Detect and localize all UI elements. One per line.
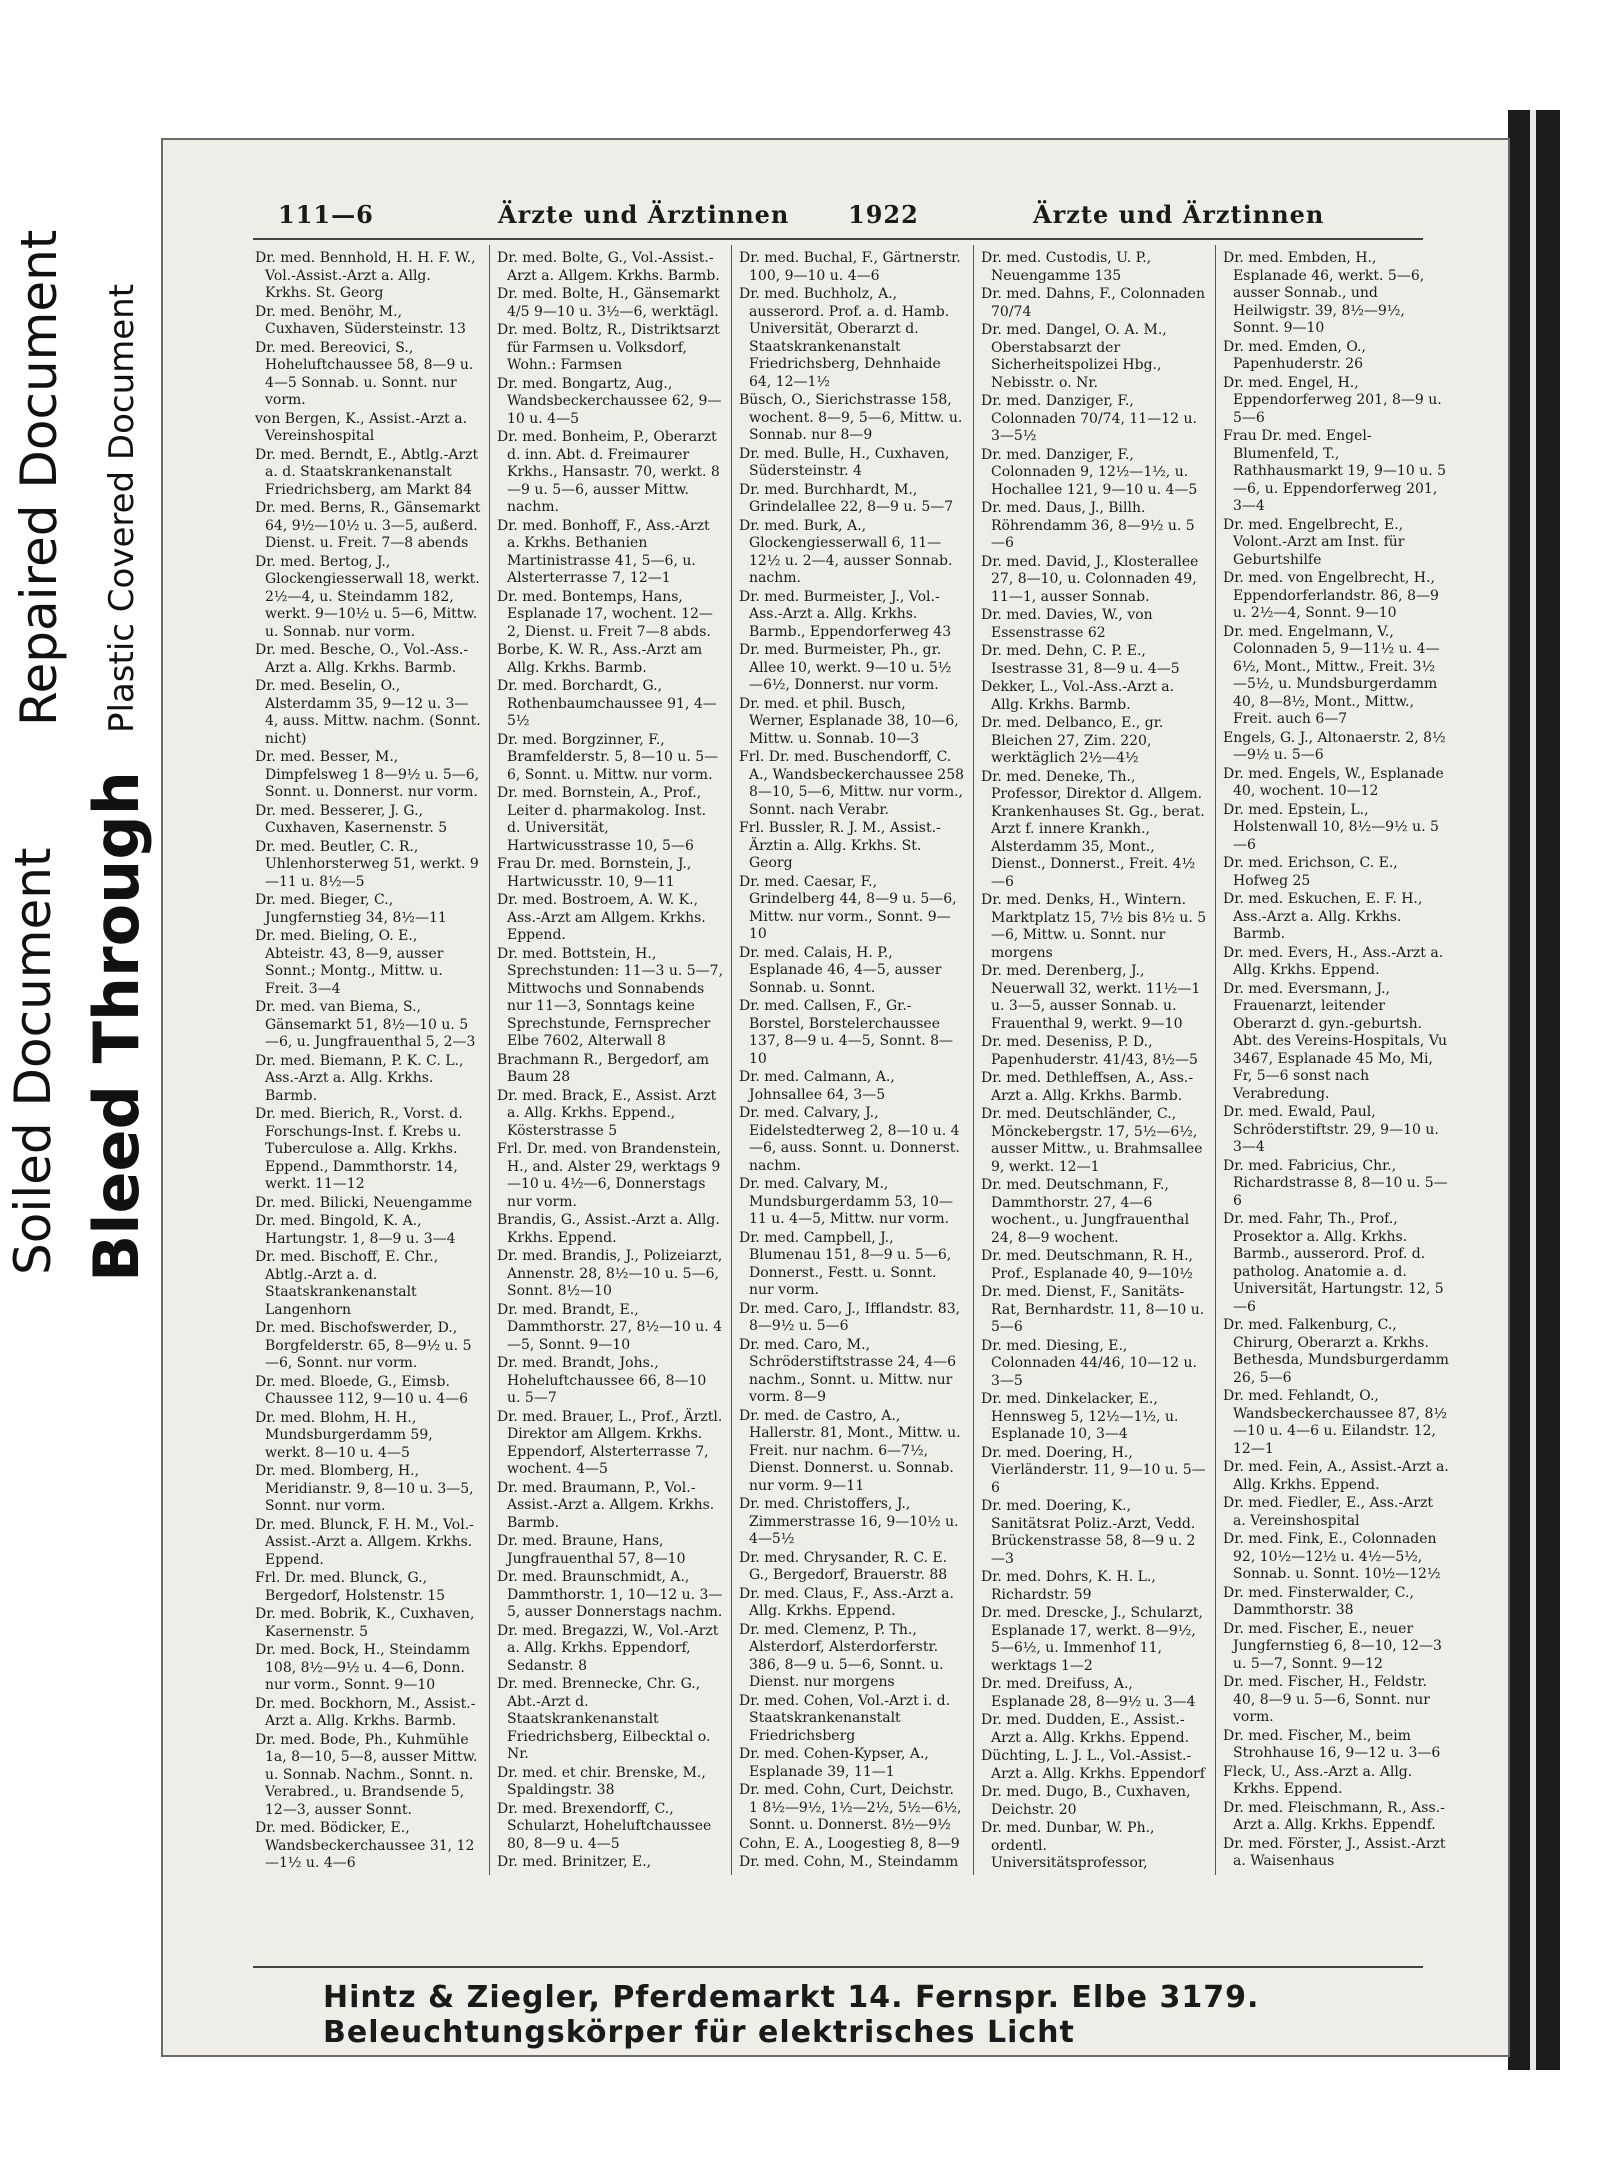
directory-entry: Dr. med. Calvary, M., Mundsburgerdamm 53, 10—11 u. 4—5, Mittw. nur vorm. (739, 1176, 953, 1227)
directory-entry: Dr. med. Erichson, C. E., Hofweg 25 (1223, 855, 1398, 889)
directory-entry: Dr. med. Diesing, E., Colonnaden 44/46, 10—12 u. 3—5 (981, 1337, 1197, 1389)
directory-entry: Dr. med. Besche, O., Vol.-Ass.-Arzt a. Allg. Krkhs. Barmb. (255, 642, 469, 676)
directory-entry: Dr. med. Bertog, J., Glockengiesserwall 18, werkt. 2½—4, u. Steindamm 182, werkt. 9—10½ u. 5—6, Mittw. u. Sonnab. nur vorm. (255, 553, 480, 640)
directory-entry: Düchting, L. J. L., Vol.-Assist.-Arzt a. Allg. Krkhs. Eppendorf (981, 1748, 1205, 1782)
directory-entry: Frl. Bussler, R. J. M., Assist.-Ärztin a. Allg. Krkhs. St. Georg (739, 820, 941, 871)
directory-entry: Dr. med. Cohen-Kypser, A., Esplanade 39, 11—1 (739, 1746, 929, 1780)
directory-entry: Dr. med. Delbanco, E., gr. Bleichen 27, Zim. 220, werktäglich 2½—4½ (981, 715, 1164, 766)
directory-entry: Dekker, L., Vol.-Ass.-Arzt a. Allg. Krkhs. Barmb. (981, 679, 1175, 713)
directory-entry: Dr. med. Dreifuss, A., Esplanade 28, 8—9½ u. 3—4 (981, 1676, 1196, 1710)
directory-column-5 (1223, 250, 1449, 1870)
directory-entry: Dr. med. Förster, J., Assist.-Arzt a. Waisenhaus (1223, 1835, 1446, 1869)
directory-entry: Dr. med. Danziger, F., Colonnaden 70/74, 11—12 u. 3—5½ (981, 393, 1197, 444)
directory-entry: Dr. med. Denks, H., Wintern. Marktplatz 15, 7½ bis 8½ u. 5—6, Mittw. u. Sonnt. nur morgens (981, 892, 1207, 961)
directory-entry: Dr. med. Bolte, G., Vol.-Assist.-Arzt a. Allgem. Krkhs. Barmb. (497, 250, 720, 284)
directory-entry: Dr. med. Borchardt, G., Rothenbaumchaussee 91, 4—5½ (497, 678, 717, 729)
directory-entry: Dr. med. Berеovicі, S., Hoheluftchaussee 58, 8—9 u. 4—5 Sonnab. u. Sonnt. nur vorm. (255, 339, 474, 408)
directory-entry: Dr. med. Campbell, J., Blumenau 151, 8—9 u. 5—6, Donnerst., Festt. u. Sonnt. nur vorm. (739, 1229, 952, 1298)
directory-entry: Dr. med. Brinitzer, E., (497, 1854, 652, 1870)
directory-entry: Dr. med. Dehn, C. P. E., Isestrasse 31, 8—9 u. 4—5 (981, 643, 1180, 677)
directory-entry: Dr. med. Braune, Hans, Jungfrauenthal 57, 8—10 (497, 1533, 686, 1567)
directory-entry: Dr. med. Fein, A., Assist.-Arzt a. Allg. Krkhs. Eppend. (1223, 1459, 1449, 1493)
directory-entry: Dr. med. Fiedler, E., Ass.-Arzt a. Vereinshospital (1223, 1495, 1433, 1529)
header-title-right: Ärzte und Ärztinnen (1033, 200, 1325, 229)
directory-entry: Dr. med. Beutler, C. R., Uhlenhorsterweg 51, werkt. 9—11 u. 8½—5 (255, 838, 479, 890)
directory-entry: Dr. med. Doering, H., Vierländerstr. 11, 9—10 u. 5—6 (981, 1444, 1206, 1496)
directory-entry: Dr. med. Calais, H. P., Esplanade 46, 4—5, ausser Sonnab. u. Sonnt. (739, 944, 942, 996)
directory-entry: Dr. med. Brack, E., Assist. Arzt a. Allg. Krkhs. Eppend., Kösterstrasse 5 (497, 1087, 717, 1139)
directory-entry: Dr. med. Engels, W., Esplanade 40, wochent. 10—12 (1223, 765, 1444, 799)
directory-entry: Dr. med. Bolte, H., Gänsemarkt 4/5 9—10 u. 3½—6, werktägl. (497, 286, 720, 320)
directory-entry: Dr. med. Caro, M., Schröderstiftstrasse 24, 4—6 nachm., Sonnt. u. Mittw. nur vorm. 8—9 (739, 1336, 957, 1405)
directory-entry: Dr. med. Emden, O., Papenhuderstr. 26 (1223, 338, 1366, 372)
directory-entry: Dr. med. Brandis, J., Polizeiarzt, Annenstr. 28, 8½—10 u. 5—6, Sonnt. 8½—10 (497, 1248, 723, 1299)
directory-entry: Brandis, G., Assist.-Arzt a. Allg. Krkhs. Eppend. (497, 1212, 720, 1246)
directory-entry: Dr. med. Berndt, E., Abtlg.-Arzt a. d. Staatskrankenanstalt Friedrichsberg, am Markt 84 (255, 446, 479, 498)
directory-entry: Dr. med. Cohn, M., Steindamm (739, 1854, 959, 1870)
column-divider (973, 245, 974, 1875)
directory-column-4 (981, 250, 1207, 1870)
directory-entry: Frau Dr. med. Engel-Blumenfeld, T., Rathhausmarkt 19, 9—10 u. 5—6, u. Eppendorferweg 201, 3—4 (1223, 428, 1447, 514)
directory-entry: Borbe, K. W. R., Ass.-Arzt am Allg. Krkhs. Barmb. (497, 642, 703, 676)
directory-entry: Dr. med. Bostroem, A. W. K., Ass.-Arzt am Allgem. Krkhs. Eppend. (497, 892, 706, 943)
directory-entry: Dr. med. Calmann, A., Johnsallee 64, 3—5 (739, 1069, 895, 1103)
directory-entry: Dr. med. Bode, Ph., Kuhmühle 1a, 8—10, 5—8, ausser Mittw. u. Sonnab. Nachm., Sonnt. n. Verabred., u. Brandsende 5, 12—3, ausser Sonnt. (255, 1731, 478, 1818)
directory-entry: Dr. med. Buchholz, A., ausserord. Prof. a. d. Hamb. Universität, Oberarzt d. Staatskrankenanstalt Friedrichsberg, Dehnhaide 64, 12—1½ (739, 286, 950, 390)
column-divider (1215, 245, 1216, 1875)
column-divider (489, 245, 490, 1875)
directory-entry: Dr. med. Fahr, Th., Prof., Prosektor a. Allg. Krkhs. Barmb., ausserord. Prof. d. patholog. Anatomie a. d. Universität, Hartungstr. 12, 5—6 (1223, 1211, 1444, 1315)
directory-entry: Dr. med. Blohm, H. H., Mundsburgerdamm 59, werkt. 8—10 u. 4—5 (255, 1409, 433, 1461)
side-label-plastic: Plastic Covered Document (102, 283, 142, 733)
directory-entry: Dr. med. Fehlandt, O., Wandsbeckerchaussee 87, 8½—10 u. 4—6 u. Eilandstr. 12, 12—1 (1223, 1388, 1448, 1457)
directory-entry: Dr. med. Bloede, G., Eimsb. Chaussee 112, 9—10 u. 4—6 (255, 1373, 469, 1407)
directory-entry: Dr. med. Braumann, P., Vol.-Assist.-Arzt a. Allgem. Krkhs. Barmb. (497, 1479, 715, 1531)
directory-entry: Frl. Dr. med. Blunck, G., Bergedorf, Holstenstr. 15 (255, 1570, 446, 1604)
directory-entry: Dr. med. Blunck, F. H. M., Vol.-Assist.-Arzt a. Allgem. Krkhs. Eppend. (255, 1516, 474, 1568)
directory-entry: Dr. med. Bennhold, H. H. F. W., Vol.-Assist.-Arzt a. Allg. Krkhs. St. Georg (255, 250, 476, 301)
directory-entry: Dr. med. Deutschmann, F., Dammthorstr. 27, 4—6 wochent., u. Jungfrauenthal 24, 8—9 wochent. (981, 1177, 1190, 1246)
directory-entry: Dr. med. Bongartz, Aug., Wandsbeckerchaussee 62, 9—10 u. 4—5 (497, 375, 722, 427)
directory-entry: Dr. med. Bulle, H., Cuxhaven, Süderstеinstr. 4 (739, 445, 950, 479)
side-label-soiled: Soiled Document (4, 847, 62, 1275)
directory-entry: Dr. med. Embden, H., Esplanade 46, werkt. 5—6, ausser Sonnab., und Heilwigstr. 39, 8½—9½, Sonnt. 9—10 (1223, 250, 1425, 336)
directory-entry: Dr. med. Caesar, F., Grindelberg 44, 8—9 u. 5—6, Mittw. nur vorm., Sonnt. 9—10 (739, 873, 957, 942)
directory-entry: Dr. med. Brexendorff, C., Schularzt, Hoheluftchaussee 80, 8—9 u. 4—5 (497, 1800, 712, 1852)
directory-entry: Dr. med. Brennecke, Chr. G., Abt.-Arzt d. Staatskrankenanstalt Friedrichsberg, Eilbecktal o. Nr. (497, 1676, 711, 1762)
directory-entry: Dr. med. Bottstein, H., Sprechstunden: 11—3 u. 5—7, Mittwochs und Sonnabends nur 11—3, Sonntags keine Sprechstunde, Fernsprecher Elbe 7602, Alterwall 8 (497, 945, 723, 1049)
directory-entry: Dr. med. Blomberg, H., Meridianstr. 9, 8—10 u. 3—5, Sonnt. nur vorm. (255, 1463, 474, 1514)
directory-entry: Dr. med. Brandt, E., Dammthorstr. 27, 8½—10 u. 4—5, Sonnt. 9—10 (497, 1301, 723, 1353)
directory-entry: Dr. med. Fischer, M., beim Strohhause 16, 9—12 u. 3—6 (1223, 1727, 1441, 1761)
directory-entry: Dr. med. Bobrik, K., Cuxhaven, Kasernenstr. 5 (255, 1606, 475, 1640)
directory-entry: Dr. med. Borgzinner, F., Bramfelderstr. 5, 8—10 u. 5—6, Sonnt. u. Mittw. nur vorm. (497, 731, 719, 783)
directory-column-3 (739, 250, 965, 1870)
directory-entry: Dr. med. Custodis, U. P., Neuengamme 135 (981, 250, 1152, 284)
directory-entry: Cohn, E. A., Loogestieg 8, 8—9 (739, 1835, 960, 1852)
directory-entry: Fleck, U., Ass.-Arzt a. Allg. Krkhs. Eppend. (1223, 1763, 1413, 1797)
directory-page (163, 140, 1508, 2055)
header-title-left: Ärzte und Ärztinnen (498, 200, 790, 229)
directory-entry: Dr. med. Beselin, O., Alsterdamm 35, 9—12 u. 3—4, auss. Mittw. nachm. (Sonnt. nicht) (255, 678, 481, 747)
directory-column-1 (255, 250, 481, 1870)
directory-entry: Dr. med. Engelmann, V., Colonnaden 5, 9—11½ u. 4—6½, Mont., Mittw., Freit. 3½—5½, u. Mundsburgerdamm 40, 8—8½, Mont., Mittw., Freit. auch 6—7 (1223, 623, 1440, 727)
directory-entry: Dr. med. Dunbar, W. Ph., ordentl. Universitätsprofessor, (981, 1820, 1155, 1870)
directory-entry: Dr. med. Finsterwalder, C., Dammthorstr. 38 (1223, 1584, 1414, 1618)
directory-entry: Dr. med. Bockhorn, M., Assist.-Arzt a. Allg. Krkhs. Barmb. (255, 1695, 476, 1729)
directory-entry: Dr. med. Dohrs, K. H. L., Richardstr. 59 (981, 1569, 1156, 1603)
directory-entry: Dr. med. et phil. Busch, Werner, Esplanade 38, 10—6, Mittw. u. Sonnab. 10—3 (739, 695, 959, 747)
spine-edge (1530, 110, 1536, 2070)
directory-entry: Dr. med. Doering, K., Sanitätsrat Poliz.-Arzt, Vedd. Brückenstrasse 58, 8—9 u. 2—3 (981, 1498, 1196, 1567)
directory-entry: Dr. med. Besserer, J. G., Cuxhaven, Kasernenstr. 5 (255, 802, 448, 836)
page-number: 111—6 (278, 200, 374, 229)
directory-entry: Dr. med. Derenberg, J., Neuerwall 32, werkt. 11½—1 u. 3—5, ausser Sonnab. u. Frauenthal 9, werkt. 9—10 (981, 963, 1201, 1032)
side-label-bleed: Bleed Through (80, 771, 153, 1282)
directory-entry: Dr. med. Burmeister, Ph., gr. Allee 10, werkt. 9—10 u. 5½—6½, Donnerst. nur vorm. (739, 642, 952, 693)
directory-entry: Dr. med. Dangel, O. A. M., Oberstabsarzt der Sicherheitspolizei Hbg., Nebisstr. o. Nr. (981, 322, 1167, 391)
directory-entry: Dr. med. Dudden, E., Assist.-Arzt a. Allg. Krkhs. Eppend. (981, 1712, 1190, 1746)
header-rule (253, 238, 1423, 240)
directory-entry: Dr. med. Burmeister, J., Vol.-Ass.-Arzt a. Allg. Krkhs. Barmb., Eppendorferweg 43 (739, 588, 952, 640)
directory-entry: Dr. med. Bödicker, E., Wandsbeckerchaussee 31, 12—1½ u. 4—6 (255, 1820, 475, 1870)
directory-entry: Dr. med. Dethleffsen, A., Ass.-Arzt a. Allg. Krkhs. Barmb. (981, 1070, 1194, 1104)
directory-entry: Dr. med. Buchal, F., Gärtnerstr. 100, 9—10 u. 4—6 (739, 250, 961, 284)
directory-entry: Dr. med. Boltz, R., Distriktsarzt für Farmsen u. Volksdorf, Wohn.: Farmsen (497, 322, 720, 373)
directory-entry: Dr. med. Berns, R., Gänsemarkt 64, 9½—10½ u. 3—5, außerd. Dienst. u. Freit. 7—8 abends (255, 500, 481, 551)
directory-entry: Dr. med. Bierich, R., Vorst. d. Forschungs-Inst. f. Krebs u. Tuberculose a. Allg. Krkhs. Eppend., Dammthorstr. 14, werkt. 11—12 (255, 1106, 463, 1192)
directory-entry: Dr. med. Engel, H., Eppendorferweg 201, 8—9 u. 5—6 (1223, 374, 1442, 426)
directory-entry: Frl. Dr. med. von Brandenstein, H., and. Alster 29, werktags 9—10 u. 4½—6, Donnerstags nur vorm. (497, 1141, 721, 1210)
directory-entry: Dr. med. Fabricius, Chr., Richardstrasse 8, 8—10 u. 5—6 (1223, 1157, 1448, 1209)
directory-entry: Dr. med. Cohn, Curt, Deichstr. 1 8½—9½, 1½—2½, 5½—6½, Sonnt. u. Donnerst. 8½—9½ (739, 1782, 962, 1833)
directory-entry: Dr. med. Deutschmann, R. H., Prof., Esplanade 40, 9—10½ (981, 1248, 1194, 1282)
directory-entry: Engels, G. J., Altonaerstr. 2, 8½—9½ u. 5—6 (1223, 729, 1446, 763)
directory-entry: Dr. med. Bontemps, Hans, Esplanade 17, wochent. 12—2, Dienst. u. Freit 7—8 abds. (497, 588, 713, 640)
directory-entry: Dr. med. Epstein, L., Holstenwall 10, 8½—9½ u. 5—6 (1223, 801, 1439, 853)
directory-entry: Dr. med. Braunschmidt, A., Dammthorstr. 1, 10—12 u. 3—5, ausser Donnerstags nachm. (497, 1569, 723, 1620)
directory-entry: Dr. med. Bonheim, P., Oberarzt d. inn. Abt. d. Freimaurer Krkhs., Hansastr. 70, werkt. 8—9 u. 5—6, ausser Mittw. nachm. (497, 429, 720, 515)
directory-entry: Dr. med. Brauer, L., Prof., Ärztl. Direktor am Allgem. Krkhs. Eppendorf, Alsterterrasse 7, wochent. 4—5 (497, 1408, 723, 1477)
directory-entry: Dr. med. Bieger, C., Jungfernstieg 34, 8½—11 (255, 892, 447, 926)
directory-entry: Dr. med. Fischer, H., Feldstr. 40, 8—9 u. 5—6, Sonnt. nur vorm. (1223, 1674, 1430, 1725)
directory-entry: Dr. med. Besser, M., Dimpfelsweg 1 8—9½ u. 5—6, Sonnt. u. Donnerst. nur vorm. (255, 749, 480, 800)
directory-entry: Dr. med. Deutschländer, C., Mönckebergstr. 17, 5½—6½, ausser Mittw., u. Brahmsallee 9, werkt. 12—1 (981, 1106, 1203, 1175)
directory-entry: Frl. Dr. med. Buschendorff, C. A., Wandsbeckerchaussee 258 8—10, 5—6, Mittw. nur vorm., Sonnt. nach Verabr. (739, 749, 965, 818)
directory-entry: von Bergen, K., Assist.-Arzt a. Vereinshospital (255, 410, 468, 444)
directory-entry: Dr. med. Benöhr, M., Cuxhaven, Süderstеinstr. 13 (255, 303, 466, 337)
directory-entry: Dr. med. David, J., Klosterallee 27, 8—10, u. Colonnaden 49, 11—1, ausser Sonnab. (981, 553, 1199, 605)
directory-entry: Dr. med. Bornstein, A., Prof., Leiter d. pharmakolog. Inst. d. Universität, Hartwicusstrasse 10, 5—6 (497, 785, 707, 854)
directory-entry: Dr. med. Chrysander, R. C. E. G., Bergedorf, Brauerstr. 88 (739, 1549, 948, 1583)
directory-entry: Dr. med. Bieling, O. E., Abteistr. 43, 8—9, ausser Sonnt.; Montg., Mittw. u. Freit. 3—4 (255, 928, 444, 997)
directory-entry: Dr. med. Bischofswerder, D., Borgfelderstr. 65, 8—9½ u. 5—6, Sonnt. nur vorm. (255, 1320, 472, 1371)
directory-entry: Dr. med. Dienst, F., Sanitäts-Rat, Bernhardstr. 11, 8—10 u. 5—6 (981, 1284, 1205, 1335)
directory-entry: Dr. med. Biemann, P. K. C. L., Ass.-Arzt a. Allg. Krkhs. Barmb. (255, 1052, 464, 1104)
directory-entry: Dr. med. Eversmann, J., Frauenarzt, leitender Oberarzt d. gyn.-geburtsh. Abt. des Vereins-Hospitals, Vu 3467, Esplanade 45 Mo, Mi, Fr, 5—6 sonst nach Verabredung. (1223, 980, 1448, 1102)
directory-entry: Dr. med. Clemenz, P. Th., Alsterdorf, Alsterdorferstr. 386, 8—9 u. 5—6, Sonnt. u. Dienst. nur morgens (739, 1621, 944, 1690)
directory-entry: Dr. med. Dahns, F., Colonnaden 70/74 (981, 286, 1205, 320)
directory-entry: Dr. med. Burk, A., Glockengiesserwall 6, 11—12½ u. 2—4, ausser Sonnab. nachm. (739, 517, 953, 586)
directory-entry: Frau Dr. med. Bornstein, J., Hartwicusstr. 10, 9—11 (497, 856, 692, 890)
directory-entry: Dr. med. Desenіss, P. D., Papenhuderstr. 41/43, 8½—5 (981, 1034, 1198, 1068)
directory-entry: Dr. med. Bonhoff, F., Ass.-Arzt a. Krkhs. Bethanien Martinistrasse 41, 5—6, u. Alsterterrasse 7, 12—1 (497, 517, 710, 586)
directory-entry: Dr. med. Daus, J., Billh. Röhrendamm 36, 8—9½ u. 5—6 (981, 500, 1195, 551)
directory-entry: Dr. med. von Engelbrecht, H., Eppendorferlandstr. 86, 8—9 u. 2½—4, Sonnt. 9—10 (1223, 570, 1439, 621)
directory-entry: Dr. med. Bingold, K. A., Hartungstr. 1, 8—9 u. 3—4 (255, 1213, 456, 1247)
directory-entry: Dr. med. Danziger, F., Colonnaden 9, 12½—1½, u. Hochallee 121, 9—10 u. 4—5 (981, 446, 1198, 498)
directory-entry: Dr. med. Brandt, Johs., Hoheluftchaussee 66, 8—10 u. 5—7 (497, 1355, 707, 1406)
directory-entry: Dr. med. Bock, H., Steindamm 108, 8½—9½ u. 4—6, Donn. nur vorm., Sonnt. 9—10 (255, 1642, 471, 1693)
column-divider (731, 245, 732, 1875)
directory-entry: Dr. med. et chir. Brenske, M., Spaldingstr. 38 (497, 1764, 706, 1798)
directory-column-2 (497, 250, 723, 1870)
directory-entry: Dr. med. Davies, W., von Essenstrasse 62 (981, 607, 1153, 641)
directory-entry: Dr. med. Eskuchen, E. F. H., Ass.-Arzt a. Allg. Krkhs. Barmb. (1223, 891, 1423, 942)
directory-entry: Dr. med. Ewald, Paul, Schröderstiftstr. 29, 9—10 u. 3—4 (1223, 1104, 1439, 1155)
directory-entry: Dr. med. Fleischmann, R., Ass.-Arzt a. Allg. Krkhs. Eppendf. (1223, 1799, 1445, 1833)
directory-entry: Dr. med. Caro, J., Ifflandstr. 83, 8—9½ u. 5—6 (739, 1300, 961, 1334)
directory-entry: Dr. med. Evers, H., Ass.-Arzt a. Allg. Krkhs. Eppend. (1223, 944, 1444, 978)
directory-entry: Dr. med. Bregazzi, W., Vol.-Arzt a. Allg. Krkhs. Eppendorf, Sedanstr. 8 (497, 1622, 719, 1674)
directory-entry: Dr. med. Deneke, Th., Professor, Direktor d. Allgem. Krankenhauses St. Gg., berat. Arzt f. innere Krankh., Alsterdamm 35, Mont., Dienst., Donnerst., Freit. 4½—6 (981, 768, 1205, 890)
directory-entry: Dr. med. Falkenburg, C., Chirurg, Oberarzt a. Krkhs. Bethesda, Mundsburgerdamm 26, 5—6 (1223, 1317, 1449, 1386)
directory-entry: Dr. med. Callsen, F., Gr.-Borstel, Borstelerchaussee 137, 8—9 u. 4—5, Sonnt. 8—10 (739, 998, 954, 1067)
directory-entry: Dr. med. van Biema, S., Gänsemarkt 51, 8½—10 u. 5—6, u. Jungfrauenthal 5, 2—3 (255, 999, 476, 1050)
header-year: 1922 (848, 200, 919, 229)
directory-entry: Dr. med. Fink, E., Colonnaden 92, 10½—12½ u. 4½—5½, Sonnab. u. Sonnt. 10½—12½ (1223, 1531, 1441, 1582)
directory-entry: Dr. med. Drescke, J., Schularzt, Esplanade 17, werkt. 8—9½, 5—6½, u. Immenhof 11, werktags 1—2 (981, 1605, 1203, 1674)
footer-rule (253, 1966, 1423, 1968)
directory-entry: Dr. med. Fischer, E., neuer Jungfernstieg 6, 8—10, 12—3 u. 5—7, Sonnt. 9—12 (1223, 1620, 1442, 1672)
directory-entry: Büsch, O., Sierichstrasse 158, wochent. 8—9, 5—6, Mittw. u. Sonnab. nur 8—9 (739, 392, 963, 443)
directory-entry: Dr. med. Claus, F., Ass.-Arzt a. Allg. Krkhs. Eppend. (739, 1585, 954, 1619)
directory-entry: Dr. med. Burchhardt, M., Grindelallee 22, 8—9 u. 5—7 (739, 481, 954, 515)
directory-entry: Dr. med. Dinkelacker, E., Hennsweg 5, 12½—1½, u. Esplanade 10, 3—4 (981, 1391, 1179, 1442)
side-label-repaired: Repaired Document (10, 229, 68, 726)
directory-entry: Dr. med. Cohen, Vol.-Arzt i. d. Staatskrankenanstalt Friedrichsberg (739, 1692, 951, 1744)
directory-entry: Dr. med. Bilicki, Neuengamme (255, 1194, 473, 1211)
directory-entry: Dr. med. Dugo, B., Cuxhaven, Deichstr. 20 (981, 1784, 1191, 1818)
directory-entry: Dr. med. Calvary, J., Eidelstedterweg 2, 8—10 u. 4—6, auss. Sonnt. u. Donnerst. nachm. (739, 1105, 960, 1174)
directory-entry: Dr. med. Bischoff, E. Chr., Abtlg.-Arzt a. d. Staatskrankenanstalt Langenhorn (255, 1249, 439, 1318)
advertisement-footer: Hintz & Ziegler, Pferdemarkt 14. Fernspr. Elbe 3179. Beleuchtungskörper für elektrisches Licht (323, 1980, 1260, 2050)
directory-entry: Brachmann R., Bergedorf, am Baum 28 (497, 1051, 709, 1085)
directory-entry: Dr. med. Engelbrecht, E., Volont.-Arzt am Inst. für Geburtshilfe (1223, 516, 1405, 568)
directory-entry: Dr. med. Christoffers, J., Zimmerstrasse 16, 9—10½ u. 4—5½ (739, 1496, 959, 1547)
directory-entry: Dr. med. de Castro, A., Hallerstr. 81, Mont., Mittw. u. Freit. nur nachm. 6—7½, Dienst. Donnerst. u. Sonnab. nur vorm. 9—11 (739, 1407, 961, 1494)
